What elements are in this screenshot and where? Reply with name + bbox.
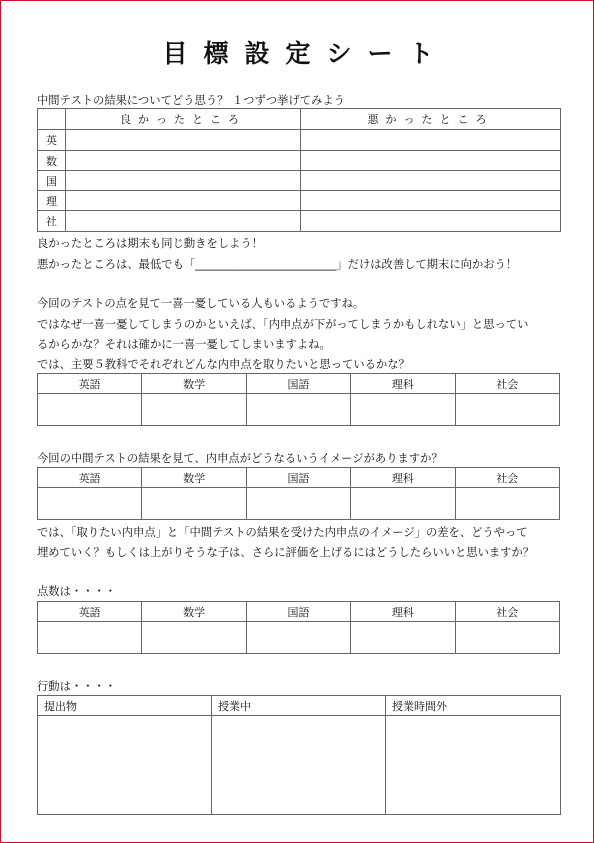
header-science: 理科 [351,602,455,622]
outside-class-cell[interactable] [386,716,561,815]
score-cell-social[interactable] [455,622,559,654]
improve-bad-line: 悪かったところは、最低でも「_________________________」だけは改善して期末に向かおう！ [37,258,518,271]
subject-label-math: 数 [38,151,66,171]
good-points-header: 良かったところ [66,109,301,130]
good-bad-table [37,108,561,232]
expected-cell-japanese[interactable] [246,488,350,520]
actions-label: 行動は・・・・ [37,680,117,693]
header-japanese: 国語 [246,468,350,488]
header-science: 理科 [351,468,455,488]
expected-cell-english[interactable] [38,488,142,520]
score-cell-science[interactable] [351,622,455,654]
bad-cell-math[interactable] [301,151,561,171]
good-cell-japanese[interactable] [66,171,301,191]
intro-line-3: るからかな？それは確かに一喜一憂してしまいますよね。 [37,338,331,351]
header-math: 数学 [142,602,246,622]
expected-cell-social[interactable] [455,488,559,520]
header-japanese: 国語 [246,374,350,394]
expected-cell-math[interactable] [142,488,246,520]
gap-question-line-2: 埋めていく？もしくは上がりそうな子は、さらに評価を上げるにはどうしたらいいと思いますか？ [37,546,535,559]
q1-prompt: 中間テストの結果についてどう思う？ １つずつ挙げてみよう [37,94,345,107]
target-cell-math[interactable] [142,394,246,426]
intro-line-1: 今回のテストの点を見て一喜一憂している人もいるようですね。 [37,297,365,310]
good-cell-math[interactable] [66,151,301,171]
score-cell-math[interactable] [142,622,246,654]
header-math: 数学 [142,374,246,394]
header-social: 社会 [455,602,559,622]
bad-cell-science[interactable] [301,191,561,211]
scores-label: 点数は・・・・ [37,585,117,598]
submissions-cell[interactable] [38,716,212,815]
good-cell-science[interactable] [66,191,301,211]
page-title: 目標設定シート [162,39,450,68]
subject-label-social: 社 [38,211,66,232]
header-english: 英語 [38,374,142,394]
q2-prompt: では、主要５教科でそれぞれどんな内申点を取りたいと思っているかな？ [37,358,410,371]
actions-table [37,695,561,815]
expected-cell-science[interactable] [351,488,455,520]
bad-cell-japanese[interactable] [301,171,561,191]
score-cell-english[interactable] [38,622,142,654]
target-cell-social[interactable] [455,394,559,426]
intro-line-2: ではなぜ一喜一憂してしまうのかといえば、「内申点が下がってしまうかもしれない」と思ってい [37,318,529,331]
corner-cell [38,109,66,130]
in-class-cell[interactable] [212,716,386,815]
subject-label-japanese: 国 [38,171,66,191]
bad-points-header: 悪かったところ [301,109,561,130]
header-social: 社会 [455,468,559,488]
q3-prompt: 今回の中間テストの結果を見て、内申点がどうなるいうイメージがありますか？ [37,452,443,465]
good-cell-english[interactable] [66,130,301,151]
keep-good-line: 良かったところは期末も同じ動きをしよう！ [37,237,263,250]
expected-grade-table [37,467,560,520]
subject-label-science: 理 [38,191,66,211]
submissions-header: 提出物 [38,696,212,716]
outside-class-header: 授業時間外 [386,696,561,716]
target-cell-english[interactable] [38,394,142,426]
header-english: 英語 [38,468,142,488]
bad-cell-english[interactable] [301,130,561,151]
target-cell-science[interactable] [351,394,455,426]
subject-label-english: 英 [38,130,66,151]
header-japanese: 国語 [246,602,350,622]
header-english: 英語 [38,602,142,622]
header-math: 数学 [142,468,246,488]
scores-table [37,601,560,654]
in-class-header: 授業中 [212,696,386,716]
target-cell-japanese[interactable] [246,394,350,426]
bad-cell-social[interactable] [301,211,561,232]
target-grade-table [37,373,560,426]
header-science: 理科 [351,374,455,394]
gap-question-line-1: では、「取りたい内申点」と「中間テストの結果を受けた内申点のイメージ」の差を、どうやって [37,526,528,539]
score-cell-japanese[interactable] [246,622,350,654]
good-cell-social[interactable] [66,211,301,232]
header-social: 社会 [455,374,559,394]
